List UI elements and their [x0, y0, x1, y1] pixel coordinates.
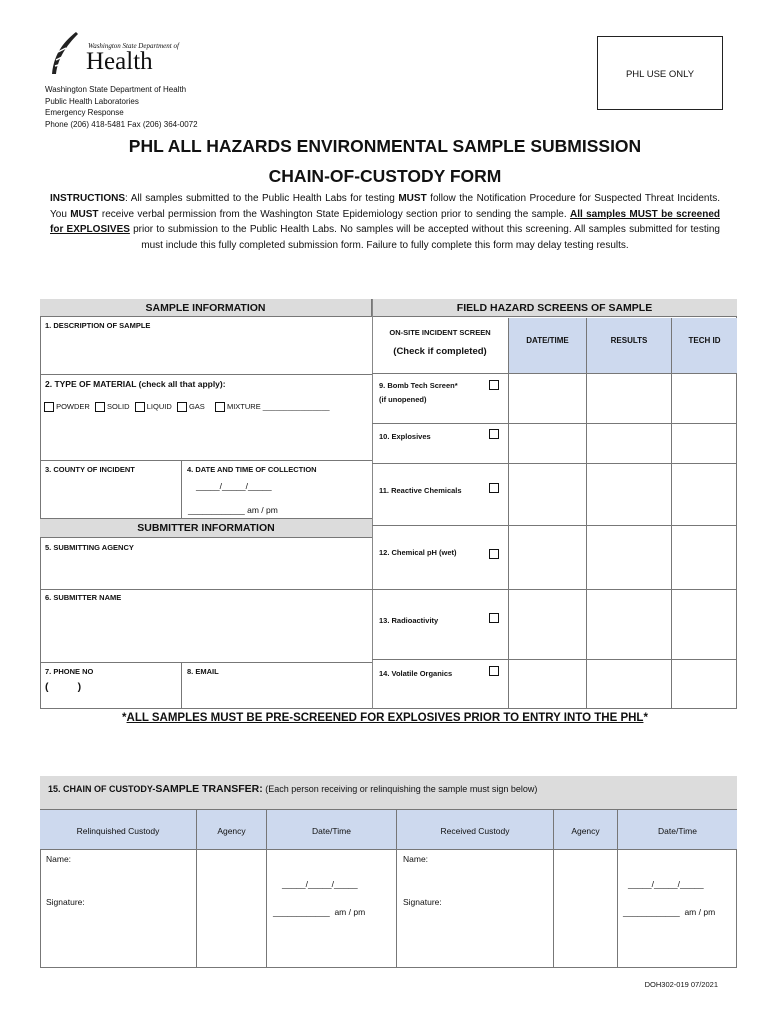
agency-line: Washington State Department of Health — [45, 85, 187, 94]
agency-cell-1[interactable] — [197, 850, 267, 968]
received-cell[interactable] — [397, 850, 554, 968]
checkbox-volatile[interactable] — [489, 666, 499, 676]
material-label: 2. TYPE OF MATERIAL (check all that apply): — [45, 379, 226, 389]
instructions-label: INSTRUCTIONS — [50, 193, 125, 204]
custody-col-label: Received Custody — [440, 826, 510, 836]
email-label: 8. EMAIL — [187, 667, 219, 676]
explosives-notice — [0, 712, 770, 724]
cell-results[interactable] — [587, 660, 672, 709]
screen-row-volatile — [372, 660, 737, 709]
agency-address — [45, 84, 198, 130]
notice-star: * — [122, 712, 127, 724]
submitting-agency-label: 5. SUBMITTING AGENCY — [45, 543, 134, 552]
form-number: DOH302-019 07/2021 — [644, 980, 718, 989]
cell-tech-id[interactable] — [672, 374, 737, 423]
screen-label: 11. Reactive Chemicals — [379, 486, 462, 495]
screen-row-explosives — [372, 424, 737, 464]
collection-time-blank: ____________ am / pm — [188, 505, 278, 515]
sample-info-header — [40, 299, 372, 317]
phone-field[interactable] — [40, 663, 182, 709]
cell-datetime[interactable] — [509, 424, 587, 463]
checkbox-gas[interactable] — [177, 402, 187, 412]
cell-results[interactable] — [587, 590, 672, 659]
title-line-2: CHAIN-OF-CUSTODY FORM — [268, 166, 502, 186]
agency-line: Phone (206) 418-5481 Fax (206) 364-0072 — [45, 119, 198, 129]
checkbox-solid[interactable] — [95, 402, 105, 412]
phl-use-only-box[interactable] — [597, 36, 723, 110]
name-label: Name: — [403, 854, 429, 864]
agency-cell-2[interactable] — [554, 850, 618, 968]
onsite-col-header — [372, 318, 509, 374]
checkbox-powder[interactable] — [44, 402, 54, 412]
screen-row-bomb — [372, 374, 737, 424]
results-col-header — [587, 318, 672, 374]
screen-label: 10. Explosives — [379, 432, 431, 441]
custody-col-agency-1 — [197, 810, 267, 850]
custody-title: SAMPLE TRANSFER: — [155, 783, 263, 795]
description-field[interactable] — [40, 317, 372, 375]
datetime-cell-2[interactable] — [618, 850, 737, 968]
checkbox-radioactivity[interactable] — [489, 613, 499, 623]
submitter-name-field[interactable] — [40, 590, 372, 663]
custody-title: 15. CHAIN OF CUSTODY- — [48, 784, 156, 794]
doh-logo — [48, 30, 179, 80]
screen-label: 12. Chemical pH (wet) — [379, 548, 457, 557]
time-blank: ____________ am / pm — [273, 907, 366, 917]
custody-instruction: (Each person receiving or relinquishing the sample must sign below) — [262, 784, 538, 794]
cell-tech-id[interactable] — [672, 590, 737, 659]
phone-label: 7. PHONE NO — [45, 667, 94, 676]
screen-row-ph — [372, 526, 737, 590]
feather-logo-icon — [48, 30, 82, 78]
page-title — [0, 131, 770, 191]
datetime-col-header — [509, 318, 587, 374]
name-label: Name: — [46, 854, 72, 864]
cell-results[interactable] — [587, 374, 672, 423]
custody-col-label: Agency — [571, 826, 600, 836]
signature-label: Signature: — [46, 897, 85, 907]
checkbox-reactive[interactable] — [489, 483, 499, 493]
instructions-emphasis: All samples MUST be screened for EXPLOSIVES — [50, 208, 720, 235]
phl-use-only-label: PHL USE ONLY — [625, 69, 695, 80]
custody-col-received — [397, 810, 554, 850]
screen-label: 14. Volatile Organics — [379, 669, 453, 678]
submitter-info-header-label: SUBMITTER INFORMATION — [137, 522, 275, 534]
signature-label: Signature: — [403, 897, 442, 907]
instructions-text: prior to submission to the Public Health Labs. No samples will be accepted without this screening. All samples submitted for testing must include this fully completed submission form. Failure to fully complete this form may delay testing results. — [129, 224, 720, 251]
custody-col-label: Date/Time — [312, 826, 351, 836]
instructions-text: receive verbal permission from the Washington State Epidemiology section prior to sending the sample. — [98, 208, 570, 220]
option-label: MIXTURE ________________ — [226, 402, 330, 411]
option-label: GAS — [188, 402, 205, 411]
datetime-cell-1[interactable] — [267, 850, 397, 968]
sample-info-header-label: SAMPLE INFORMATION — [145, 302, 266, 314]
cell-datetime[interactable] — [509, 590, 587, 659]
field-hazard-header — [372, 299, 737, 317]
description-label: 1. DESCRIPTION OF SAMPLE — [45, 321, 151, 330]
checkbox-mixture[interactable] — [215, 402, 225, 412]
logo-health-text: Health — [86, 48, 153, 75]
county-label: 3. COUNTY OF INCIDENT — [45, 465, 135, 474]
checkbox-bomb-screen[interactable] — [489, 380, 499, 390]
custody-col-datetime-1 — [267, 810, 397, 850]
material-field — [40, 375, 372, 461]
cell-datetime[interactable] — [509, 526, 587, 589]
screen-row-radioactivity — [372, 590, 737, 660]
tech-col-header — [672, 318, 737, 374]
results-col-label: RESULTS — [610, 336, 648, 345]
material-options — [44, 402, 330, 412]
instructions-text: follow the Notification Procedure for Suspected Threat Incidents. You — [50, 193, 720, 220]
custody-title-bar — [40, 776, 737, 810]
collection-date-blank: _____/_____/_____ — [196, 481, 272, 491]
cell-datetime[interactable] — [509, 374, 587, 423]
cell-results[interactable] — [587, 526, 672, 589]
submitter-name-label: 6. SUBMITTER NAME — [45, 593, 122, 602]
field-hazard-header-label: FIELD HAZARD SCREENS OF SAMPLE — [456, 302, 653, 314]
custody-col-label: Date/Time — [658, 826, 697, 836]
email-field[interactable] — [182, 663, 372, 709]
cell-results[interactable] — [587, 424, 672, 463]
custody-col-label: Relinquished Custody — [76, 826, 160, 836]
cell-results[interactable] — [587, 464, 672, 525]
screen-sublabel: (if unopened) — [379, 395, 427, 404]
screen-label: 13. Radioactivity — [379, 616, 439, 625]
option-label: POWDER — [56, 402, 90, 411]
option-label: LIQUID — [146, 402, 172, 411]
custody-col-relinquished — [40, 810, 197, 850]
checkbox-liquid[interactable] — [135, 402, 145, 412]
cell-tech-id[interactable] — [672, 526, 737, 589]
datetime-col-label: DATE/TIME — [526, 336, 569, 345]
custody-col-label: Agency — [217, 826, 246, 836]
collection-datetime-field[interactable] — [182, 461, 372, 518]
cell-tech-id[interactable] — [672, 424, 737, 463]
tech-col-label: TECH ID — [688, 336, 721, 345]
collection-datetime-label: 4. DATE AND TIME OF COLLECTION — [187, 465, 317, 474]
submitter-info-header — [40, 518, 372, 538]
onsite-col-subtitle: (Check if completed) — [393, 346, 487, 357]
date-blank: _____/_____/_____ — [282, 879, 358, 889]
notice-text: ALL SAMPLES MUST BE PRE-SCREENED FOR EXPLOSIVES PRIOR TO ENTRY INTO THE PHL — [126, 712, 644, 724]
phone-blank: ( ) — [45, 681, 82, 693]
cell-tech-id[interactable] — [672, 464, 737, 525]
cell-tech-id[interactable] — [672, 660, 737, 709]
county-field[interactable] — [40, 461, 182, 518]
title-line-1: PHL ALL HAZARDS ENVIRONMENTAL SAMPLE SUBMISSION — [128, 136, 642, 156]
instructions-must: MUST — [70, 208, 99, 220]
cell-datetime[interactable] — [509, 464, 587, 525]
checkbox-ph[interactable] — [489, 549, 499, 559]
time-blank: ____________ am / pm — [623, 907, 716, 917]
cell-datetime[interactable] — [509, 660, 587, 709]
option-label: SOLID — [107, 402, 130, 411]
custody-col-agency-2 — [554, 810, 618, 850]
screen-row-reactive — [372, 464, 737, 526]
screen-label: 9. Bomb Tech Screen* — [379, 381, 458, 390]
agency-line: Emergency Response — [45, 108, 124, 117]
checkbox-explosives[interactable] — [489, 429, 499, 439]
date-blank: _____/_____/_____ — [628, 879, 704, 889]
onsite-col-title: ON-SITE INCIDENT SCREEN — [389, 328, 491, 337]
instructions-must: MUST — [398, 193, 427, 204]
custody-col-datetime-2 — [618, 810, 737, 850]
logo-dept-text: Washington State Department of — [88, 42, 179, 50]
notice-star: * — [643, 712, 648, 724]
submitting-agency-field[interactable] — [40, 538, 372, 590]
agency-line: Public Health Laboratories — [45, 96, 139, 106]
instructions-text: : All samples submitted to the Public Health Labs for testing — [125, 193, 399, 204]
instructions — [50, 191, 720, 253]
relinquished-cell[interactable] — [40, 850, 197, 968]
